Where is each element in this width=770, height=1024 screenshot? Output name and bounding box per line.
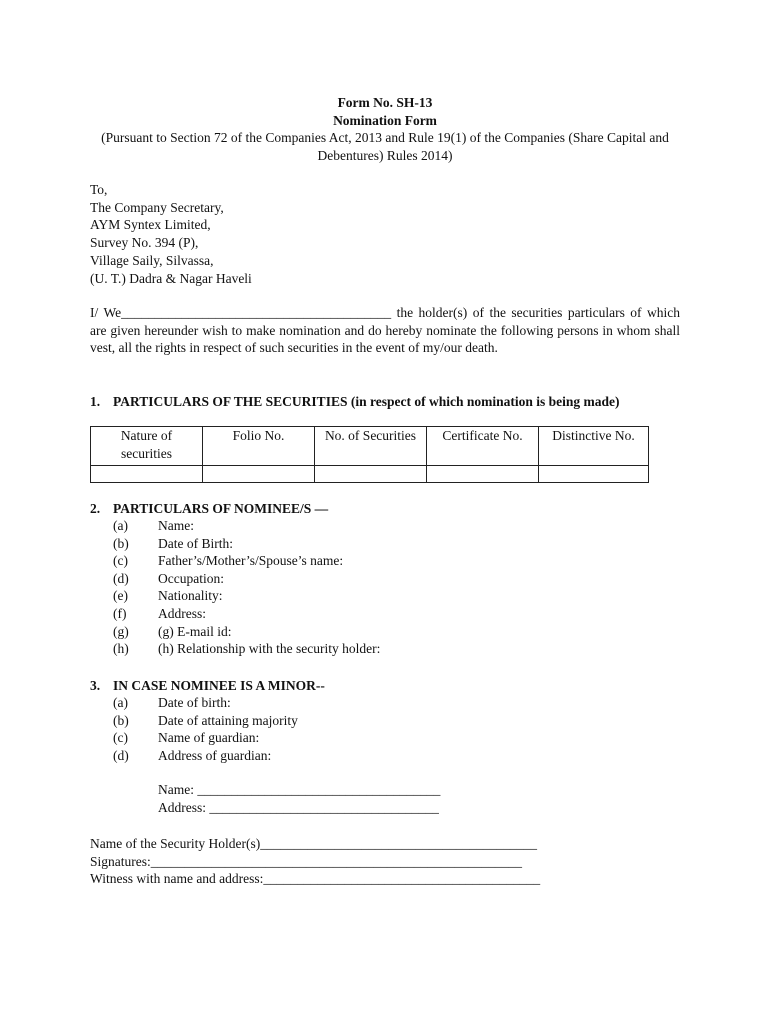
item-marker: (c) bbox=[113, 730, 128, 746]
item-label: Date of Birth: bbox=[158, 535, 233, 551]
table-cell[interactable] bbox=[91, 466, 203, 483]
form-title: Nomination Form bbox=[333, 112, 437, 128]
signatures-field[interactable]: Signatures:_______________________________________________________ bbox=[90, 853, 522, 869]
table-cell[interactable] bbox=[203, 466, 315, 483]
recipient-address bbox=[90, 181, 252, 287]
item-marker: (b) bbox=[113, 712, 129, 728]
list-item bbox=[113, 552, 380, 570]
column-header: Nature of securities bbox=[91, 427, 203, 466]
address-line: AYM Syntex Limited, bbox=[90, 217, 211, 233]
item-label: Address: bbox=[158, 605, 206, 621]
item-label: Nationality: bbox=[158, 588, 223, 604]
list-item bbox=[113, 605, 380, 623]
item-marker: (a) bbox=[113, 518, 128, 533]
table-row bbox=[91, 466, 649, 483]
nominee-fields bbox=[113, 517, 380, 658]
item-marker: (f) bbox=[113, 605, 127, 621]
table-cell[interactable] bbox=[315, 466, 427, 483]
column-header: Folio No. bbox=[203, 427, 315, 466]
item-marker: (a) bbox=[113, 695, 128, 710]
item-marker: (g) bbox=[113, 623, 129, 639]
address-line: The Company Secretary, bbox=[90, 199, 224, 215]
item-marker: (c) bbox=[113, 553, 128, 569]
section-number: 2. bbox=[90, 501, 101, 516]
list-item bbox=[113, 747, 298, 765]
item-marker: (d) bbox=[113, 747, 129, 763]
item-label: (h) Relationship with the security holder: bbox=[158, 641, 381, 657]
item-label: Date of birth: bbox=[158, 695, 231, 710]
list-item bbox=[113, 640, 380, 658]
address-line: (U. T.) Dadra & Nagar Haveli bbox=[90, 270, 252, 286]
section-number: 1. bbox=[90, 394, 101, 409]
list-item bbox=[113, 712, 298, 730]
table-cell[interactable] bbox=[539, 466, 649, 483]
pursuant-note: (Pursuant to Section 72 of the Companies Act, 2013 and Rule 19(1) of the Companies (Share Capital and Debentures) Rules 2014) bbox=[101, 130, 669, 164]
column-header: Distinctive No. bbox=[539, 427, 649, 466]
section-title: PARTICULARS OF NOMINEE/S — bbox=[113, 501, 329, 516]
address-line: To, bbox=[90, 182, 108, 197]
section-title: PARTICULARS OF THE SECURITIES (in respect of which nomination is being made) bbox=[113, 394, 620, 409]
column-header: No. of Securities bbox=[315, 427, 427, 466]
securities-table bbox=[90, 426, 649, 483]
signature-block bbox=[90, 835, 540, 888]
form-number: Form No. SH-13 bbox=[337, 95, 433, 110]
list-item bbox=[113, 623, 380, 641]
item-label: (g) E-mail id: bbox=[158, 623, 232, 639]
item-label: Father’s/Mother’s/Spouse’s name: bbox=[158, 553, 344, 569]
guardian-address-field[interactable]: Address: __________________________________ bbox=[158, 799, 439, 815]
list-item bbox=[113, 729, 298, 747]
table-cell[interactable] bbox=[427, 466, 539, 483]
list-item bbox=[113, 694, 298, 712]
minor-fields bbox=[113, 694, 298, 764]
nomination-declaration: I/ We________________________________________ the holder(s) of the securities particulars of which are given hereunder wish to make nomination and do hereby nominate the following persons in whom shall vest, all the rights in respect of such securities in the event of my/our death. bbox=[90, 305, 680, 356]
list-item bbox=[113, 535, 380, 553]
item-marker: (d) bbox=[113, 570, 129, 586]
table-header-row bbox=[91, 427, 649, 466]
item-label: Name: bbox=[158, 518, 194, 533]
guardian-name-field[interactable]: Name: ____________________________________ bbox=[158, 782, 441, 797]
list-item bbox=[113, 570, 380, 588]
item-label: Address of guardian: bbox=[158, 747, 272, 763]
address-line: Village Saily, Silvassa, bbox=[90, 252, 214, 268]
guardian-details bbox=[158, 781, 440, 816]
item-marker: (e) bbox=[113, 588, 128, 604]
section-1-heading bbox=[90, 393, 619, 411]
address-line: Survey No. 394 (P), bbox=[90, 235, 199, 251]
holder-name-field[interactable]: Name of the Security Holder(s)_________________________________________ bbox=[90, 836, 537, 851]
item-label: Date of attaining majority bbox=[158, 712, 298, 728]
item-marker: (h) bbox=[113, 641, 129, 657]
section-number: 3. bbox=[90, 678, 101, 693]
section-title: IN CASE NOMINEE IS A MINOR-- bbox=[113, 678, 325, 693]
item-label: Occupation: bbox=[158, 570, 224, 586]
item-label: Name of guardian: bbox=[158, 730, 260, 746]
list-item bbox=[113, 587, 380, 605]
item-marker: (b) bbox=[113, 535, 129, 551]
section-2-heading bbox=[90, 500, 328, 518]
form-header bbox=[90, 94, 680, 165]
witness-field[interactable]: Witness with name and address:_________________________________________ bbox=[90, 871, 541, 887]
section-3-heading bbox=[90, 677, 325, 695]
list-item bbox=[113, 517, 380, 535]
column-header: Certificate No. bbox=[427, 427, 539, 466]
